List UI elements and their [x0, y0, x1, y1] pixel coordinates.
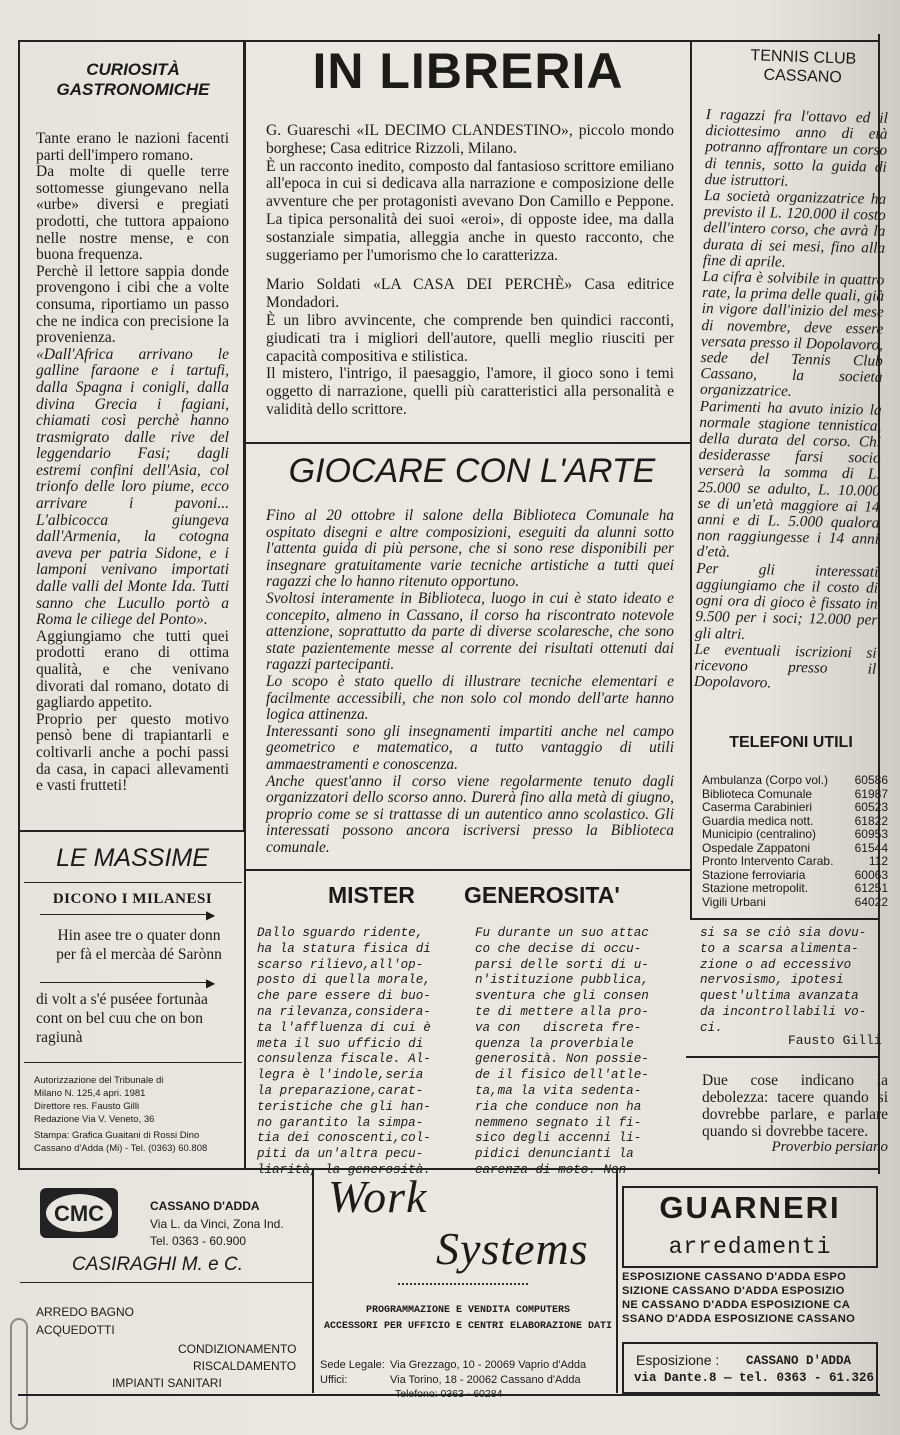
- arrow-right-icon: ▶: [206, 976, 216, 990]
- ads-top-rule: [18, 1168, 880, 1170]
- casiraghi-item: IMPIANTI SANITARI: [112, 1376, 222, 1390]
- libreria-title: IN LIBRERIA: [312, 43, 624, 99]
- telefoni-bottom-rule: [690, 918, 880, 920]
- mister-column-2: Fu durante un suo attac co che decise di occu- parsi delle sorti di u- n'istituzione pubblica, sventura che gli consen te di mettere alla pro- va con discreta fre- quenza la proverbiale generosità. Non possie- de il fisico dell'atle- ta,ma la vita sedenta- ria che conduce non ha nemmeno segnato il fi- sico degli accenni li- pidici denuncianti la: [475, 926, 649, 1162]
- worksystems-line2: ACCESSORI PER UFFICIO E CENTRI ELABORAZIONE DATI: [323, 1321, 613, 1332]
- libreria-body: [266, 122, 674, 419]
- telefoni-number: 61987: [854, 786, 888, 801]
- guarneri-sub: arredamenti: [668, 1234, 832, 1260]
- massime-subtitle: DICONO I MILANESI: [52, 891, 213, 907]
- casiraghi-tel: Tel. 0363 - 60.900: [150, 1234, 247, 1248]
- colophon: [34, 1074, 249, 1155]
- telefoni-number: 64022: [854, 894, 888, 909]
- massime-arrow-line-2: [40, 982, 210, 983]
- guarneri-exp-addr: via Dante.8 — tel. 0363 - 61.326: [634, 1371, 875, 1385]
- telefoni-number: 60063: [854, 867, 888, 882]
- proverbio-source: Proverbio persiano: [771, 1139, 888, 1155]
- arte-paragraph: Fino al 20 ottobre il salone della Biblioteca Comunale ha ospitato disegni e altre composizioni, eseguiti da alunni sotto l'attenta guida di più persone, che si sono rese disponibili per insegnare gratuitamente varie tecniche artistiche a tutti quei ragazzi che lo hanno ritenuto opportuno.: [266, 507, 674, 591]
- worksystems-logo-work: Work: [328, 1171, 428, 1222]
- worksystems-dots: [398, 1283, 528, 1285]
- telefoni-row: [702, 828, 888, 842]
- casiraghi-item: RISCALDAMENTO: [193, 1359, 297, 1373]
- massime-line: ragiunà: [36, 1029, 83, 1046]
- casiraghi-item: ARREDO BAGNO: [36, 1305, 135, 1319]
- telefoni-label: Pronto Intervento Carab.: [702, 854, 834, 868]
- massime-verse-1: [34, 926, 244, 964]
- tennis-title-line1: TENNIS CLUB: [750, 47, 857, 68]
- tennis-title: [727, 45, 878, 88]
- curiosita-title: [28, 60, 238, 100]
- telefoni-row: [702, 815, 888, 829]
- worksystems-addr1: Via Grezzago, 10 - 20069 Vaprio d'Adda: [390, 1359, 587, 1371]
- telefoni-list: [702, 774, 888, 909]
- telefoni-number: 60586: [854, 773, 888, 787]
- worksystems-logo-systems: Systems: [436, 1223, 589, 1274]
- arte-paragraph: Svoltosi interamente in Biblioteca, luogo in cui è stato ideato e concepito, almeno in Cassano, il corso ha riscontrato notevole attenzione, soprattutto da parte di diverse scolaresche, che sono state pazientemente messe al corrente dei risultati ottenuti dai ragazzi partecipanti.: [266, 589, 674, 674]
- telefoni-label: Caserma Carabinieri: [702, 800, 813, 814]
- massime-bottom-rule: [24, 1062, 242, 1063]
- curiosita-body: [36, 131, 229, 795]
- arte-body: [266, 508, 674, 856]
- tennis-paragraph: I ragazzi fra l'ottavo ed il diciottesimo anno di età potranno affrontare un corso di tennis, sotto la guida di due istruttori.: [704, 106, 888, 190]
- mister-title-b: GENEROSITA': [464, 882, 620, 908]
- tennis-body: [694, 107, 888, 694]
- curiosita-paragraph: Da molte di quelle terre sottomesse giungevano nella «urbe» diversi e pregiati prodotti, che tuttora appaiono nelle nostre mense, e con buona frequenza.: [36, 163, 229, 264]
- casiraghi-city: CASSANO D'ADDA: [150, 1199, 260, 1213]
- colophon-line: Direttore res. Fausto Gilli: [34, 1101, 140, 1112]
- telefoni-row: [702, 855, 888, 869]
- massime-line: Hin asee tre o quater donn: [57, 927, 221, 944]
- curiosita-title-line1: CURIOSITÀ: [86, 60, 180, 79]
- telefoni-row: [702, 882, 888, 896]
- curiosita-paragraph: Aggiungiamo che tutti quei prodotti erano di ottima qualità, e che venivano divorati dal romano, dotato di gagliardo appetito.: [36, 627, 229, 712]
- casiraghi-name: CASIRAGHI M. e C.: [72, 1254, 244, 1275]
- arrow-right-icon: ▶: [206, 908, 216, 922]
- telefoni-title: TELEFONI UTILI: [729, 734, 853, 751]
- telefoni-label: Stazione metropolit.: [702, 881, 809, 895]
- telefoni-label: Vigili Urbani: [702, 894, 766, 909]
- arte-paragraph: Lo scopo è stato quello di illustrare tecniche elementari e facilmente accessibili, che non solo col mondo dell'arte hanno logica attinenza.: [266, 672, 674, 724]
- mister-column-3: si sa se ciò sia dovu- to a scarsa alimenta- zione o ad eccessivo nervosismo, ipotesi quest'ultima avanzata da incontrollabili vo- ci.: [700, 926, 867, 1035]
- casiraghi-item: ACQUEDOTTI: [36, 1323, 115, 1337]
- telefoni-row: [702, 788, 888, 802]
- telefoni-label: Stazione ferroviaria: [702, 867, 806, 882]
- mister-author: Fausto Gilli: [788, 1033, 882, 1048]
- colophon-line: Milano N. 125,4 apri. 1981: [34, 1088, 146, 1099]
- ads-divider-2: [616, 1168, 618, 1393]
- telefoni-row: [702, 896, 888, 910]
- massime-rule: [24, 882, 242, 883]
- guarneri-esposizione-line: NE CASSANO D'ADDA ESPOSIZIONE CA: [622, 1299, 851, 1311]
- worksystems-label2: Uffici:: [320, 1374, 348, 1386]
- massime-verse-2: [36, 990, 246, 1047]
- libreria-paragraph: È un racconto inedito, composto dal fantasioso scrittore emiliano all'epoca in cui si dedicava alla narrazione e composizione delle avventure che per protagonisti avevano Don Camillo e Peppone. La tipica personalità dei suoi «eroi», di opposte idee, ma dalla sostanziale simpatia, alleggia anche in questo racconto, che suggeriamo per l'umorismo che lo caratterizza.: [266, 157, 674, 264]
- libreria-paragraph: È un libro avvincente, che comprende ben quindici racconti, giudicati tra i migliori dell'autore, quelli meglio riusciti per capacità compositiva e stilistica.: [266, 311, 674, 365]
- tennis-paragraph: Le eventuali iscrizioni si ricevono presso il Dopolavoro.: [693, 640, 877, 692]
- libreria-paragraph: G. Guareschi «IL DECIMO CLANDESTINO», piccolo mondo borghese; Casa editrice Rizzoli, Milano.: [266, 122, 674, 157]
- massime-arrow-line-1: [40, 914, 210, 915]
- telefoni-row: [702, 869, 888, 883]
- massime-line: per fà el mercàa dé Sarònn: [56, 946, 222, 963]
- mister-title-a: MISTER: [328, 882, 415, 908]
- worksystems-label1: Sede Legale:: [320, 1359, 385, 1371]
- libreria-paragraph: Il mistero, l'intrigo, il paesaggio, l'amore, il gioco sono i temi oggetto di narrazione, quelli più caratteristici alla personalità e validità dello scrittore.: [266, 365, 674, 418]
- arte-title: GIOCARE CON L'ARTE: [288, 452, 656, 490]
- column-rule-1: [244, 40, 246, 1170]
- colophon-line: Cassano d'Adda (Mi) - Tel. (0363) 60.808: [34, 1143, 208, 1154]
- curiosita-paragraph: Proprio per questo motivo pensò bene di trapiantarli e coltivarli anche a pochi passi da casa, in capaci allevamenti e vasti frutteti!: [36, 710, 229, 795]
- guarneri-esposizione-block: [622, 1270, 882, 1326]
- guarneri-esposizione-line: ESPOSIZIONE CASSANO D'ADDA ESPO: [622, 1271, 847, 1283]
- proverbio-top-rule: [686, 1056, 880, 1058]
- guarneri-exp-city: CASSANO D'ADDA: [746, 1354, 852, 1368]
- guarneri-address-frame: [622, 1342, 878, 1394]
- libreria-bottom-rule: [244, 442, 690, 444]
- ads-bottom-rule: [18, 1394, 880, 1396]
- guarneri-name: GUARNERI: [659, 1190, 841, 1225]
- arte-bottom-rule: [244, 869, 690, 871]
- arte-paragraph: Interessanti sono gli insegnamenti impartiti anche nel campo geometrico e matematico, a tutto vantaggio di utili ammaestramenti e conoscenza.: [266, 722, 674, 773]
- telefoni-row: [702, 801, 888, 815]
- casiraghi-rule: [20, 1282, 312, 1283]
- tennis-paragraph: Per gli interessati aggiungiamo che il costo di ogni ora di gioco è fissato in 9.500 per i soci; 12.000 per gli altri.: [694, 559, 879, 643]
- proverbio-text: Due cose indicano la debolezza: tacere quando si dovrebbe parlare, e parlare quando si dovrebbe tacere.: [702, 1072, 888, 1140]
- casiraghi-address: Via L. da Vinci, Zona Ind.: [150, 1217, 284, 1231]
- telefoni-row: [702, 774, 888, 788]
- telefoni-number: 112: [868, 854, 888, 868]
- arte-paragraph: Anche quest'anno il corso viene regolarmente tenuto dagli organizzatori dello scorso anno. Durerà fino alla metà di giugno, proprio come se si trattasse di un autentico anno scolastico. Gli interessati possono ancora iscriversi presso la Biblioteca comunale.: [266, 772, 674, 856]
- tennis-title-line2: CASSANO: [763, 66, 843, 87]
- telefoni-number: 60523: [854, 800, 888, 814]
- ads-divider-1: [312, 1168, 314, 1393]
- massime-line: di volt a s'é puséee fortunàa: [36, 991, 208, 1008]
- telefoni-number: 61251: [854, 881, 888, 895]
- paper-clip-icon: [10, 1318, 28, 1430]
- worksystems-line1: PROGRAMMAZIONE E VENDITA COMPUTERS: [365, 1305, 571, 1316]
- colophon-line: Stampa: Grafica Guaitani di Rossi Dino: [34, 1130, 200, 1141]
- cmc-logo-icon: [40, 1188, 118, 1238]
- telefoni-label: Guardia medica nott.: [702, 813, 814, 828]
- curiosita-quote: «Dall'Africa arrivano le galline faraone e i tartufi, dalla Spagna i conigli, dalla divina Grecia i fagiani, chiamati così perchè hanno trasmigrato dalle rive del leggendario Fasi; dagli estremi confini dell'Asia, col trionfo delle loro piume, ecco arrivare i pavoni... L'albicocca giungeva dall'Armenia, la cotogna aveva per patria Sidone, e i lamponi venivano importati dalle valli del Monte Ida. Tutti sanno che Lucullo portò a Roma le ciliege del Ponto».: [36, 345, 229, 629]
- guarneri-exp-label: Esposizione :: [636, 1352, 720, 1368]
- telefoni-label: Ambulanza (Corpo vol.): [702, 773, 829, 787]
- tennis-paragraph: La società organizzatrice ha previsto il L. 120.000 il costo dell'intero corso, che avrà la durata di sei mesi, fino alla fine di aprile.: [702, 186, 887, 271]
- mister-column-1: Dallo sguardo ridente, ha la statura fisica di scarso rilievo,all'op- posto di quella morale, che pare essere di buo- na rilevanza,considera- ta l'affluenza di cui è meta il suo ufficio di consulenza fiscale. Al- legra è l'indole,seria la preparazione,carat- teristiche che gli han- no garantito la simpa- tia dei conoscenti,col- piti da un'altra pecu-: [257, 926, 431, 1162]
- colophon-line: Redazione Via V. Veneto, 36: [34, 1114, 155, 1125]
- telefoni-number: 61822: [854, 813, 888, 828]
- telefoni-row: [702, 842, 888, 856]
- curiosita-paragraph: Tante erano le nazioni facenti parti dell'impero romano.: [36, 130, 229, 164]
- guarneri-esposizione-line: SSANO D'ADDA ESPOSIZIONE CASSANO: [622, 1313, 856, 1325]
- curiosita-title-line2: GASTRONOMICHE: [56, 80, 210, 99]
- libreria-paragraph: Mario Soldati «LA CASA DEI PERCHÈ» Casa editrice Mondadori.: [266, 276, 674, 312]
- tennis-paragraph: La cifra è solvibile in quattro rate, la prima delle quali, già in vigore dall'inizio del mese di novembre, deve essere versata presso il Dopolavoro, sede del Tennis Club Cassano, la società organizzatrice.: [699, 267, 885, 401]
- telefoni-number: 60953: [854, 827, 888, 841]
- massime-line: cont on bel cuu che on bon: [36, 1010, 204, 1027]
- curiosita-paragraph: Perchè il lettore sappia donde provengono i cibi che a volte consuma, riportiamo un passo che ne indica con precisione la provenienza.: [36, 262, 229, 347]
- massime-title: LE MASSIME: [56, 844, 209, 872]
- telefoni-label: Biblioteca Comunale: [702, 786, 813, 801]
- worksystems-addr2: Via Torino, 18 - 20062 Cassano d'Adda: [390, 1374, 581, 1386]
- guarneri-esposizione-line: SIZIONE CASSANO D'ADDA ESPOSIZIO: [622, 1285, 845, 1297]
- telefoni-number: 61544: [854, 840, 888, 855]
- telefoni-label: Municipio (centralino): [702, 827, 817, 841]
- casiraghi-logo: [40, 1188, 118, 1238]
- casiraghi-item: CONDIZIONAMENTO: [178, 1342, 297, 1356]
- column-rule-2: [690, 40, 692, 920]
- tennis-paragraph: Parimenti ha avuto inizio la normale stagione tennistica, della durata del corso. Chi desiderasse farsi socio verserà la somma di L. 25.000 se adulto, L. 10.000 se di un'età maggiore ai 14 anni e di L. 5.000 qualora non raggiungesse i 14 anni d'età.: [696, 397, 882, 562]
- colophon-line: Autorizzazione del Tribunale di: [34, 1075, 164, 1086]
- telefoni-label: Ospedale Zappatoni: [702, 840, 811, 855]
- cmc-logo-text: CMC: [53, 1201, 105, 1226]
